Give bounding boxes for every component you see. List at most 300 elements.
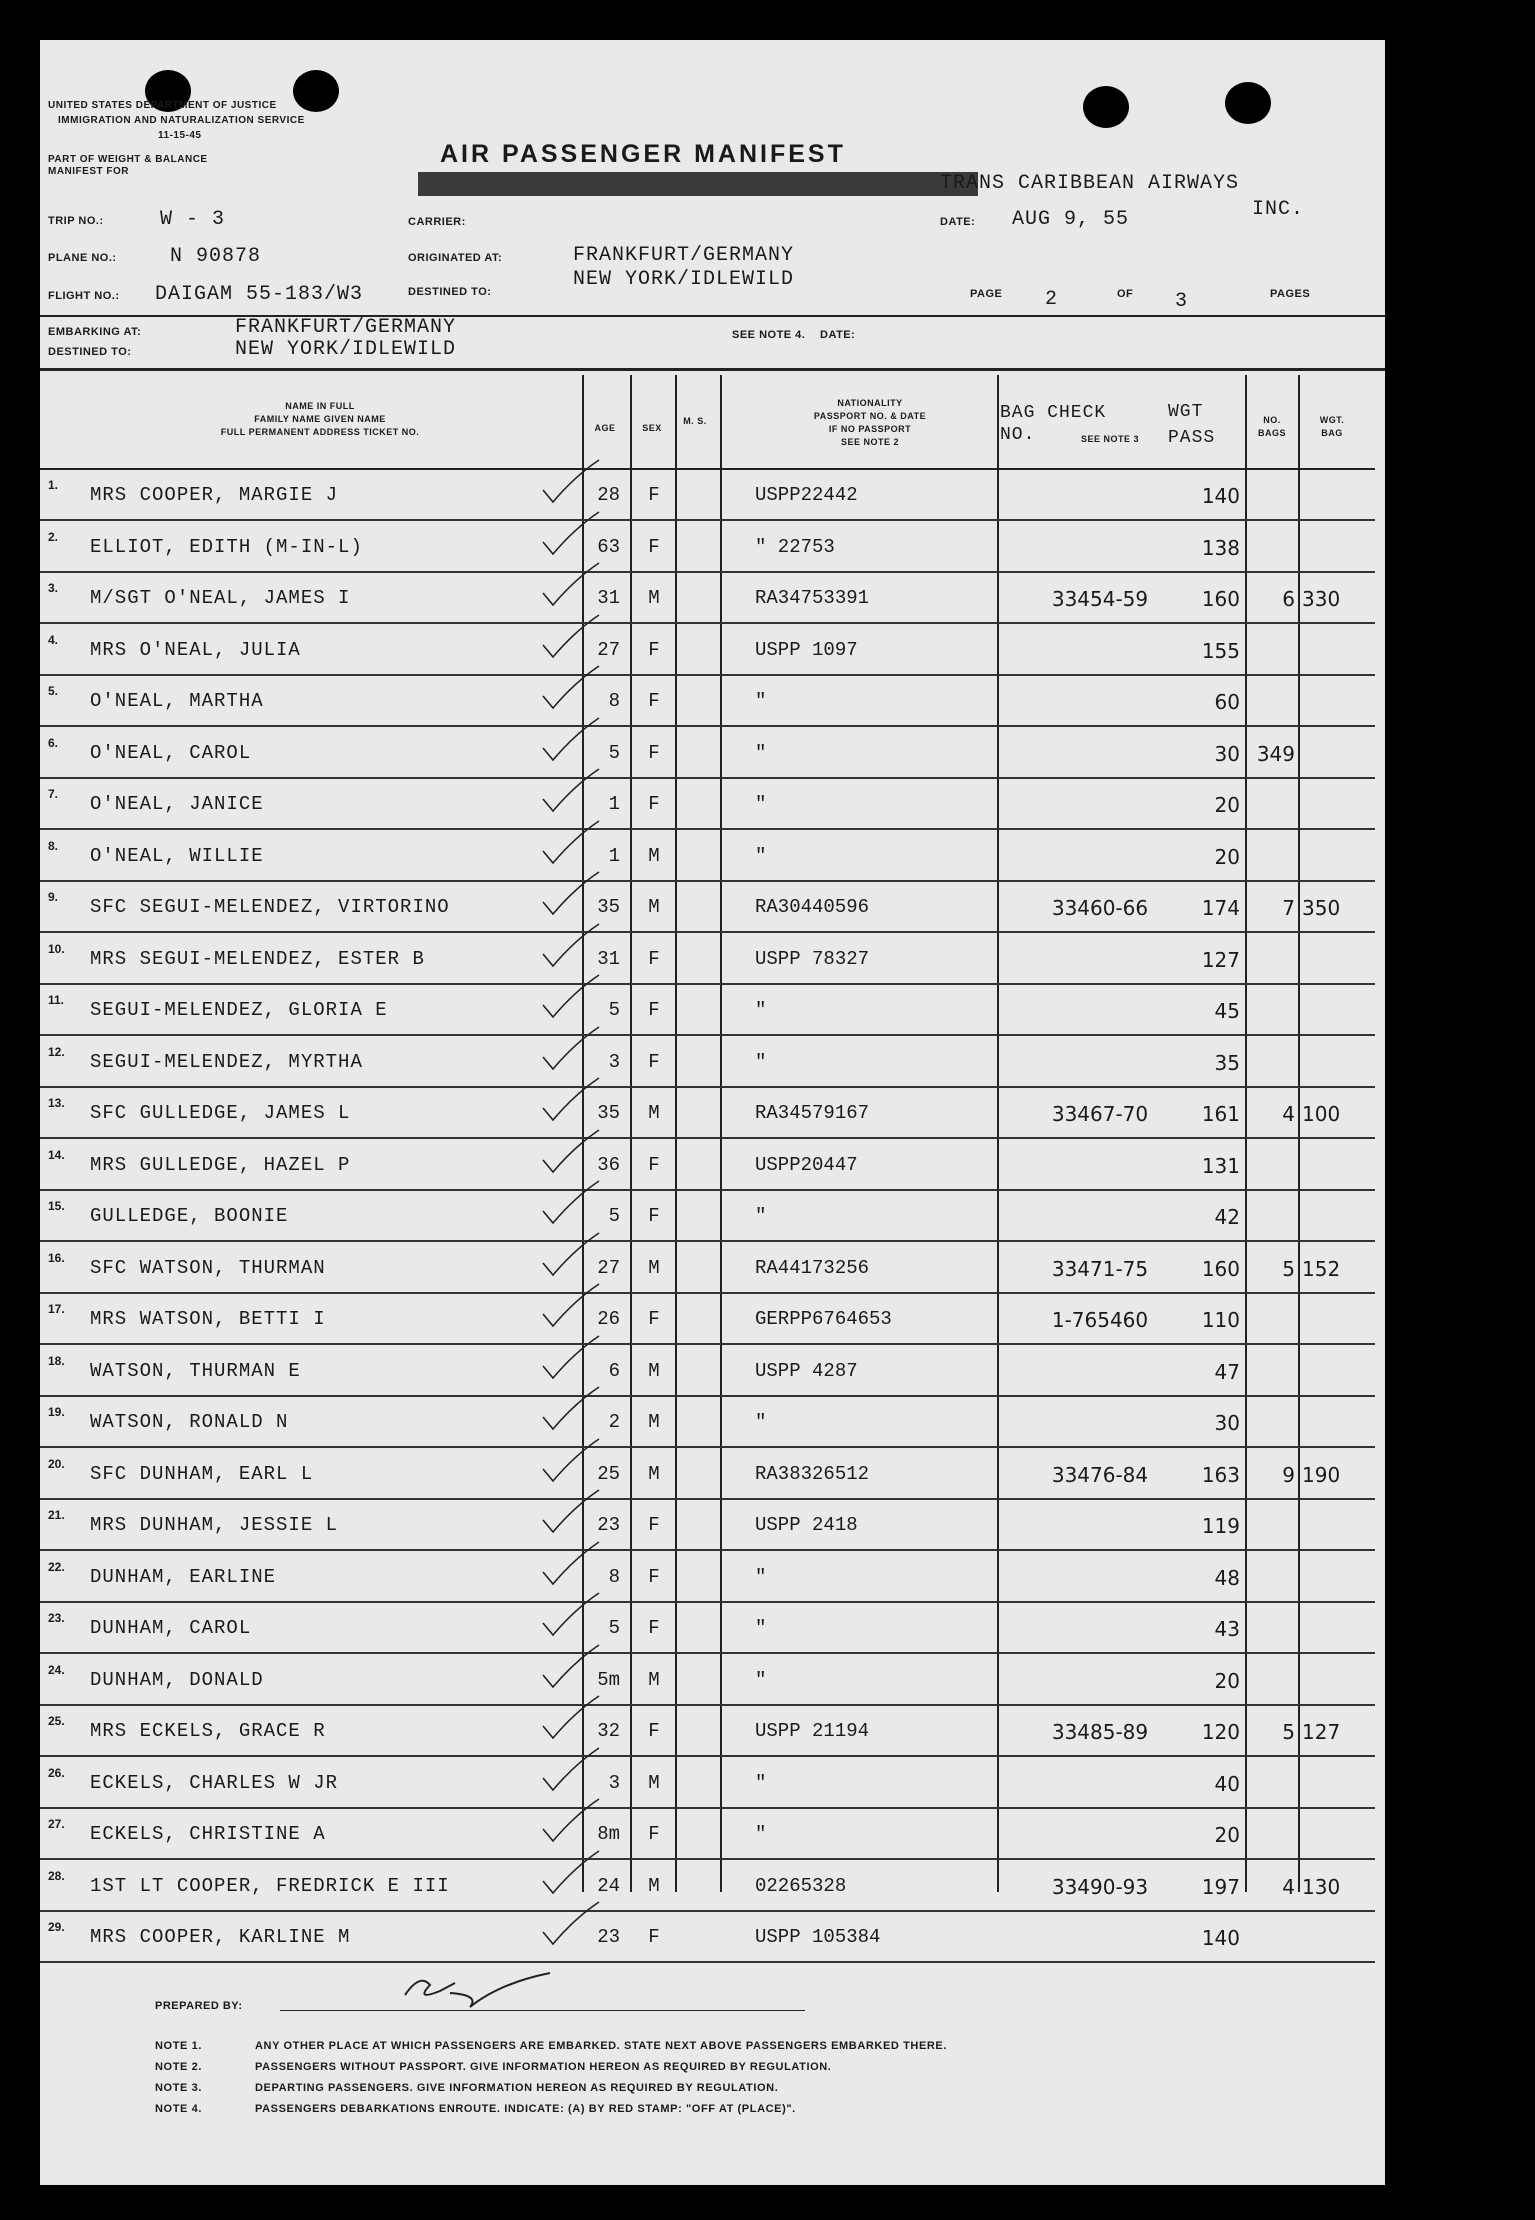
of-label: OF <box>1117 288 1134 300</box>
passport-number: RA34753391 <box>755 587 870 609</box>
passenger-weight: 60 <box>1214 690 1240 714</box>
page-title: AIR PASSENGER MANIFEST <box>440 140 846 168</box>
flight-label: FLIGHT NO.: <box>48 290 120 302</box>
passenger-sex: F <box>648 999 660 1021</box>
check-mark <box>535 1126 605 1176</box>
passport-number: RA30440596 <box>755 896 870 918</box>
passenger-name: O'NEAL, JANICE <box>90 793 264 815</box>
signature-mark <box>400 1965 580 2015</box>
bag-check-number: 33460-66 <box>1051 896 1149 920</box>
bag-weight: 100 <box>1302 1102 1341 1126</box>
passport-number: RA38326512 <box>755 1462 870 1485</box>
passport-number: " 22753 <box>755 535 835 558</box>
passenger-weight: 140 <box>1201 484 1240 508</box>
passenger-sex: M <box>648 1874 660 1897</box>
trip-value: W - 3 <box>160 208 226 231</box>
check-mark <box>535 1847 605 1897</box>
table-row <box>40 573 1385 624</box>
passport-number: " <box>755 1823 767 1845</box>
passenger-age: 35 <box>597 896 620 918</box>
passenger-weight: 160 <box>1201 1256 1240 1281</box>
table-row <box>40 1140 1385 1191</box>
passenger-weight: 20 <box>1214 844 1240 869</box>
table-row <box>40 1603 1385 1654</box>
passenger-sex: M <box>648 1411 660 1433</box>
table-row <box>40 625 1385 676</box>
check-mark <box>535 1023 605 1073</box>
passenger-weight: 45 <box>1214 999 1240 1023</box>
redaction-bar <box>418 172 978 196</box>
number-of-bags: 4 <box>1282 1874 1295 1899</box>
passenger-age: 8 <box>608 690 620 712</box>
passenger-sex: M <box>648 844 660 867</box>
col-ms-header: M. S. <box>683 416 707 426</box>
table-row <box>40 1294 1385 1345</box>
row-number: 21. <box>48 1508 65 1522</box>
destined-value: NEW YORK/IDLEWILD <box>573 268 795 291</box>
passenger-name: GULLEDGE, BOONIE <box>90 1205 289 1227</box>
bag-weight: 152 <box>1302 1256 1341 1281</box>
col-nat-line: NATIONALITY <box>837 398 903 408</box>
passenger-name: MRS DUNHAM, JESSIE L <box>90 1514 339 1536</box>
passport-number: " <box>755 1205 767 1227</box>
passenger-name: ECKELS, CHRISTINE A <box>90 1823 326 1845</box>
passport-number: USPP20447 <box>755 1153 858 1176</box>
number-of-bags: 7 <box>1282 896 1295 920</box>
bag-weight: 127 <box>1302 1720 1341 1744</box>
passenger-name: MRS SEGUI-MELENDEZ, ESTER B <box>90 947 425 970</box>
passenger-age: 31 <box>597 947 620 970</box>
bag-weight: 350 <box>1302 896 1341 920</box>
passenger-age: 31 <box>597 587 620 609</box>
check-mark <box>535 817 605 867</box>
row-number: 1. <box>48 478 59 492</box>
row-number: 20. <box>48 1456 65 1471</box>
passenger-weight: 131 <box>1201 1153 1240 1178</box>
row-number: 4. <box>48 632 59 647</box>
col-nbags-line: BAGS <box>1257 428 1286 438</box>
carrier-label: CARRIER: <box>408 216 466 228</box>
passenger-age: 5 <box>608 741 620 764</box>
passenger-sex: M <box>648 1462 660 1485</box>
passenger-weight: 138 <box>1201 535 1240 560</box>
passenger-weight: 20 <box>1214 1823 1240 1847</box>
check-mark <box>535 920 605 970</box>
passenger-weight: 127 <box>1201 947 1240 972</box>
row-number: 2. <box>48 529 59 544</box>
see-note-label: SEE NOTE 4. <box>732 329 806 341</box>
passenger-age: 28 <box>597 484 620 506</box>
row-number: 18. <box>48 1353 65 1368</box>
check-mark <box>535 1332 605 1382</box>
passenger-name: SFC GULLEDGE, JAMES L <box>90 1102 351 1124</box>
passenger-name: DUNHAM, DONALD <box>90 1668 264 1691</box>
passenger-sex: F <box>648 1720 660 1742</box>
bag-weight: 190 <box>1302 1462 1341 1487</box>
table-row <box>40 1500 1385 1551</box>
passport-number: " <box>755 1411 767 1433</box>
check-mark <box>535 1641 605 1691</box>
page-value: 2 <box>1045 288 1059 311</box>
page-label: PAGE <box>970 288 1003 300</box>
col-wgt-header: WGT <box>1168 402 1204 422</box>
row-number: 7. <box>48 787 59 801</box>
passenger-sex: F <box>648 1308 660 1330</box>
passport-number: GERPP6764653 <box>755 1308 892 1330</box>
passenger-age: 8 <box>608 1565 620 1588</box>
passenger-sex: F <box>648 1823 660 1845</box>
col-age-header: AGE <box>594 423 616 433</box>
check-mark <box>535 1435 605 1485</box>
table-row <box>40 1397 1385 1448</box>
check-mark <box>535 456 605 506</box>
passport-number: " <box>755 1617 767 1639</box>
passenger-age: 5 <box>608 999 620 1021</box>
table-row <box>40 470 1385 521</box>
passport-number: USPP22442 <box>755 484 858 506</box>
row-number: 6. <box>48 735 59 750</box>
passenger-name: SFC WATSON, THURMAN <box>90 1256 326 1279</box>
col-nationality-header <box>745 397 995 449</box>
note-text: PASSENGERS DEBARKATIONS ENROUTE. INDICATE: (A) BY RED STAMP: "OFF AT (PLACE)". <box>255 2103 796 2115</box>
passenger-weight: 35 <box>1214 1050 1240 1075</box>
passenger-name: WATSON, THURMAN E <box>90 1359 301 1382</box>
passenger-age: 3 <box>608 1050 620 1073</box>
passenger-sex: F <box>648 947 660 970</box>
col-nat-line: PASSPORT NO. & DATE <box>813 411 927 421</box>
row-number: 25. <box>48 1714 65 1728</box>
passenger-name: SFC DUNHAM, EARL L <box>90 1462 314 1485</box>
manifest-sheet <box>40 40 1385 2185</box>
note-key: NOTE 4. <box>155 2103 202 2115</box>
row-number: 3. <box>48 581 59 595</box>
check-mark <box>535 971 605 1021</box>
originated-label: ORIGINATED AT: <box>408 252 503 264</box>
passenger-age: 23 <box>597 1926 620 1948</box>
passenger-age: 1 <box>608 844 620 867</box>
table-row <box>40 1088 1385 1139</box>
bag-check-number: 33476-84 <box>1051 1462 1149 1487</box>
carrier-value-2: INC. <box>1252 198 1305 221</box>
passenger-name: MRS COOPER, KARLINE M <box>90 1926 351 1948</box>
passenger-name: DUNHAM, CAROL <box>90 1617 252 1639</box>
row-number: 24. <box>48 1662 65 1677</box>
note-line <box>155 2103 796 2115</box>
table-row <box>40 1758 1385 1809</box>
check-mark <box>535 1744 605 1794</box>
col-bag-header: BAG CHECK NO. <box>1000 403 1107 445</box>
prepared-by-label: PREPARED BY: <box>155 2000 243 2012</box>
table-row <box>40 676 1385 727</box>
passenger-sex: F <box>648 484 660 506</box>
flight-value: DAIGAM 55-183/W3 <box>155 283 364 306</box>
passport-number: " <box>755 793 767 815</box>
date-value: AUG 9, 55 <box>1012 208 1130 231</box>
passenger-sex: F <box>648 1514 660 1536</box>
row-number: 11. <box>48 993 65 1007</box>
col-nbags-line: NO. <box>1263 415 1281 425</box>
number-of-bags: 9 <box>1282 1462 1295 1487</box>
passenger-age: 8m <box>597 1823 620 1845</box>
passenger-sex: F <box>648 690 660 712</box>
passenger-name: MRS WATSON, BETTI I <box>90 1308 326 1330</box>
passenger-weight: 110 <box>1201 1308 1240 1332</box>
plane-value: N 90878 <box>170 245 262 268</box>
passenger-sex: F <box>648 638 660 661</box>
col-nat-line: IF NO PASSPORT <box>828 424 912 434</box>
passenger-name: MRS O'NEAL, JULIA <box>90 638 301 661</box>
table-row <box>40 882 1385 933</box>
note-line <box>155 2061 831 2073</box>
note-line <box>155 2082 778 2094</box>
bag-check-number: 33454-59 <box>1051 587 1149 611</box>
passenger-weight: 120 <box>1201 1720 1240 1744</box>
passenger-name: MRS GULLEDGE, HAZEL P <box>90 1153 351 1176</box>
passenger-age: 27 <box>597 638 620 661</box>
passenger-age: 24 <box>597 1874 620 1897</box>
bag-weight: 130 <box>1302 1874 1341 1899</box>
passenger-weight: 140 <box>1201 1926 1240 1950</box>
passenger-name: O'NEAL, WILLIE <box>90 844 264 867</box>
row-number: 22. <box>48 1559 65 1574</box>
table-row <box>40 1037 1385 1088</box>
row-number: 26. <box>48 1765 65 1780</box>
passenger-age: 2 <box>608 1411 620 1433</box>
row-rule <box>40 1961 1375 1963</box>
bag-check-number: 33467-70 <box>1051 1102 1149 1126</box>
passport-number: USPP 78327 <box>755 947 870 970</box>
passenger-weight: 197 <box>1201 1874 1240 1899</box>
bag-check-number: 1-765460 <box>1051 1308 1149 1332</box>
passport-number: USPP 4287 <box>755 1359 858 1382</box>
bag-check-number: 33471-75 <box>1051 1256 1149 1281</box>
passport-number: " <box>755 690 767 712</box>
table-row <box>40 1449 1385 1500</box>
passenger-sex: F <box>648 1926 660 1948</box>
passenger-weight: 30 <box>1214 741 1240 766</box>
col-sex-header: SEX <box>642 423 662 433</box>
passenger-name: WATSON, RONALD N <box>90 1411 289 1433</box>
passenger-sex: M <box>648 1256 660 1279</box>
passenger-sex: F <box>648 1565 660 1588</box>
check-mark <box>535 1589 605 1639</box>
table-row <box>40 1191 1385 1242</box>
table-row <box>40 728 1385 779</box>
passport-number: " <box>755 1050 767 1073</box>
note-text: ANY OTHER PLACE AT WHICH PASSENGERS ARE EMBARKED. STATE NEXT ABOVE PASSENGERS EMBARKED THERE. <box>255 2040 948 2052</box>
of-value: 3 <box>1175 290 1189 313</box>
passenger-weight: 155 <box>1201 638 1240 663</box>
passenger-age: 5m <box>597 1668 620 1691</box>
note-text: DEPARTING PASSENGERS. GIVE INFORMATION HEREON AS REQUIRED BY REGULATION. <box>255 2082 779 2094</box>
passport-number: USPP 21194 <box>755 1720 870 1742</box>
table-row <box>40 1706 1385 1757</box>
passport-number: 02265328 <box>755 1874 847 1897</box>
passenger-name: SFC SEGUI-MELENDEZ, VIRTORINO <box>90 896 450 918</box>
destined2-value: NEW YORK/IDLEWILD <box>235 338 457 361</box>
passenger-age: 1 <box>608 793 620 815</box>
check-mark <box>535 508 605 558</box>
passenger-age: 23 <box>597 1514 620 1536</box>
passenger-sex: F <box>648 1153 660 1176</box>
note-text: PASSENGERS WITHOUT PASSPORT. GIVE INFORMATION HEREON AS REQUIRED BY REGULATION. <box>255 2061 832 2073</box>
passenger-weight: 42 <box>1214 1205 1240 1229</box>
carrier-value: TRANS CARIBBEAN AIRWAYS <box>940 172 1240 195</box>
passenger-sex: M <box>648 896 660 918</box>
passport-number: USPP 2418 <box>755 1514 858 1536</box>
col-pass-header: PASS <box>1168 428 1216 448</box>
passenger-sex: F <box>648 1617 660 1639</box>
passenger-name: DUNHAM, EARLINE <box>90 1565 277 1588</box>
check-mark <box>535 1177 605 1227</box>
passport-number: USPP 1097 <box>755 638 858 661</box>
col-name-header <box>140 400 500 439</box>
passport-number: RA34579167 <box>755 1102 870 1124</box>
passenger-name: SEGUI-MELENDEZ, MYRTHA <box>90 1050 363 1073</box>
passenger-age: 35 <box>597 1102 620 1124</box>
row-number: 13. <box>48 1096 65 1110</box>
number-of-bags: 6 <box>1282 587 1295 611</box>
agency-line-3: 11-15-45 <box>158 130 202 141</box>
row-number: 27. <box>48 1817 65 1831</box>
passenger-weight: 48 <box>1214 1565 1240 1590</box>
passenger-name: 1ST LT COOPER, FREDRICK E III <box>90 1874 450 1897</box>
note-key: NOTE 1. <box>155 2040 202 2052</box>
passenger-age: 6 <box>608 1359 620 1382</box>
number-of-bags: 5 <box>1282 1720 1295 1744</box>
pages-label: PAGES <box>1270 288 1311 300</box>
row-number: 9. <box>48 890 59 904</box>
passenger-name: ECKELS, CHARLES W JR <box>90 1771 339 1794</box>
row-number: 29. <box>48 1920 65 1934</box>
punch-hole <box>1225 82 1271 124</box>
passenger-age: 32 <box>597 1720 620 1742</box>
col-name-line: FULL PERMANENT ADDRESS TICKET NO. <box>220 427 420 437</box>
check-mark <box>535 559 605 609</box>
check-mark <box>535 1280 605 1330</box>
col-name-line: NAME IN FULL <box>285 401 355 411</box>
table-row <box>40 1655 1385 1706</box>
passenger-weight: 174 <box>1201 896 1240 920</box>
passport-number: USPP 105384 <box>755 1926 881 1948</box>
date-label: DATE: <box>940 216 976 228</box>
embarking-value: FRANKFURT/GERMANY <box>235 316 457 339</box>
col-name-line: FAMILY NAME GIVEN NAME <box>254 414 386 424</box>
passenger-weight: 119 <box>1201 1514 1240 1538</box>
passenger-sex: F <box>648 1205 660 1227</box>
col-bag-note: SEE NOTE 3 <box>1080 434 1139 444</box>
row-number: 5. <box>48 684 59 698</box>
passenger-age: 27 <box>597 1256 620 1279</box>
row-number: 28. <box>48 1868 65 1883</box>
originated-value: FRANKFURT/GERMANY <box>573 244 795 267</box>
passenger-sex: F <box>648 793 660 815</box>
passenger-age: 36 <box>597 1153 620 1176</box>
row-number: 14. <box>48 1147 65 1162</box>
col-wbags-header <box>1302 414 1362 440</box>
passenger-name: SEGUI-MELENDEZ, GLORIA E <box>90 999 388 1021</box>
passenger-age: 25 <box>597 1462 620 1485</box>
check-mark <box>535 1486 605 1536</box>
passenger-age: 26 <box>597 1308 620 1330</box>
passenger-name: O'NEAL, MARTHA <box>90 690 264 712</box>
punch-hole <box>1083 86 1129 128</box>
check-mark <box>535 714 605 764</box>
col-wbags-line: BAG <box>1321 428 1343 438</box>
number-of-bags: 349 <box>1256 741 1295 766</box>
passenger-weight: 160 <box>1201 587 1240 611</box>
trip-label: TRIP NO.: <box>48 215 104 227</box>
passenger-sex: M <box>648 587 660 609</box>
passenger-sex: F <box>648 535 660 558</box>
part-of-label: PART OF WEIGHT & BALANCE MANIFEST FOR <box>48 154 208 177</box>
check-mark <box>535 868 605 918</box>
col-nbags-header <box>1247 414 1297 440</box>
passenger-weight: 43 <box>1214 1617 1240 1641</box>
divider <box>40 368 1385 371</box>
agency-line-1: UNITED STATES DEPARTMENT OF JUSTICE <box>48 100 277 111</box>
passenger-name: M/SGT O'NEAL, JAMES I <box>90 587 351 609</box>
passport-number: " <box>755 741 767 764</box>
passport-number: " <box>755 1771 767 1794</box>
table-row <box>40 1861 1385 1912</box>
note-key: NOTE 2. <box>155 2061 202 2073</box>
passport-number: RA44173256 <box>755 1256 870 1279</box>
passenger-sex: F <box>648 741 660 764</box>
punch-hole <box>293 70 339 112</box>
passenger-weight: 20 <box>1214 793 1240 817</box>
table-row <box>40 985 1385 1036</box>
check-mark <box>535 1229 605 1279</box>
embarking-label: EMBARKING AT: <box>48 326 142 338</box>
check-mark <box>535 1383 605 1433</box>
check-mark <box>535 1795 605 1845</box>
passenger-weight: 47 <box>1214 1359 1240 1384</box>
passenger-weight: 20 <box>1214 1668 1240 1693</box>
row-number: 12. <box>48 1044 65 1059</box>
passenger-name: MRS ECKELS, GRACE R <box>90 1720 326 1742</box>
table-row <box>40 831 1385 882</box>
table-row <box>40 1243 1385 1294</box>
passport-number: " <box>755 1668 767 1691</box>
bag-weight: 330 <box>1302 587 1341 611</box>
passenger-age: 63 <box>597 535 620 558</box>
passenger-weight: 163 <box>1201 1462 1240 1487</box>
row-number: 10. <box>48 941 65 956</box>
passenger-sex: M <box>648 1359 660 1382</box>
bag-check-number: 33490-93 <box>1051 1874 1149 1899</box>
passenger-weight: 30 <box>1214 1411 1240 1435</box>
passenger-name: MRS COOPER, MARGIE J <box>90 484 339 506</box>
table-row <box>40 1912 1385 1963</box>
check-mark <box>535 1074 605 1124</box>
passenger-weight: 161 <box>1201 1102 1240 1126</box>
passenger-sex: M <box>648 1102 660 1124</box>
check-mark <box>535 662 605 712</box>
table-row <box>40 934 1385 985</box>
table-row <box>40 522 1385 573</box>
check-mark <box>535 1898 605 1948</box>
table-row <box>40 1346 1385 1397</box>
passenger-sex: F <box>648 1050 660 1073</box>
number-of-bags: 4 <box>1282 1102 1295 1126</box>
bag-check-number: 33485-89 <box>1051 1720 1149 1744</box>
row-number: 16. <box>48 1250 65 1265</box>
agency-line-2: IMMIGRATION AND NATURALIZATION SERVICE <box>58 115 305 126</box>
check-mark <box>535 1692 605 1742</box>
row-number: 8. <box>48 838 59 853</box>
row-number: 15. <box>48 1199 65 1213</box>
